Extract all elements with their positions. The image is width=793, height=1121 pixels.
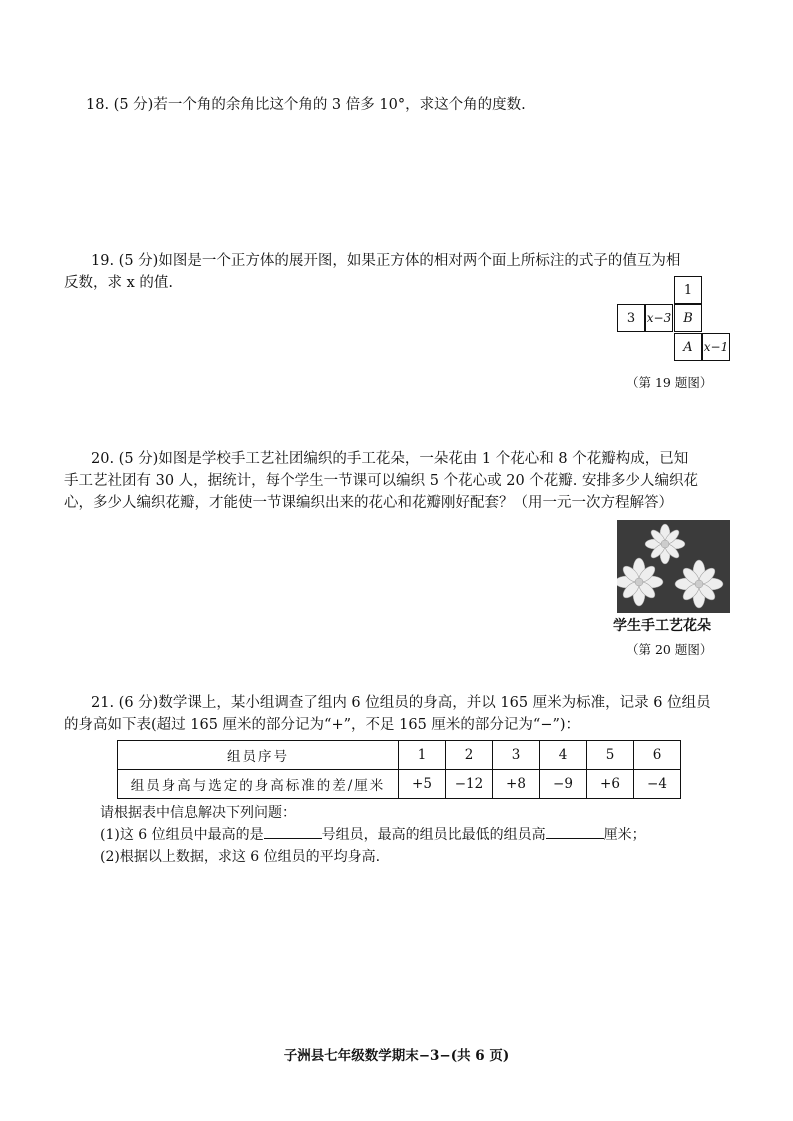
- photo-caption: 学生手工艺花朵: [613, 618, 711, 634]
- table-cell-diff: −4: [634, 770, 681, 799]
- part-1-text-a: (1)这 6 位组员中最高的是: [100, 827, 264, 843]
- table-cell-diff: +8: [493, 770, 540, 799]
- table-cell-diff: +6: [587, 770, 634, 799]
- instruction-text: 请根据表中信息解决下列问题：: [100, 805, 296, 821]
- net-face-center: B: [674, 304, 702, 332]
- question-19-line-2: 反数，求 x 的值.: [64, 275, 174, 291]
- net-face-bottom: A: [674, 333, 702, 361]
- table-header-ids: 组员序号: [118, 741, 399, 770]
- handmade-flower-photo: [617, 520, 730, 613]
- question-18-text: 18. (5 分)若一个角的余角比这个角的 3 倍多 10°，求这个角的度数.: [86, 97, 526, 113]
- net-face-mid-left: x−3: [645, 304, 673, 332]
- question-21-line-2: 的身高如下表(超过 165 厘米的部分记为“+”，不足 165 厘米的部分记为“−”)：: [64, 717, 581, 733]
- table-cell-id: 2: [446, 741, 493, 770]
- part-1-text-c: 厘米；: [603, 827, 646, 843]
- table-row: [118, 770, 681, 799]
- table-cell-id: 4: [540, 741, 587, 770]
- table-cell-id: 3: [493, 741, 540, 770]
- part-1: [100, 824, 750, 846]
- flower-photo-image: [617, 520, 730, 613]
- question-20-line-1: 20. (5 分)如图是学校手工艺社团编织的手工花朵，一朵花由 1 个花心和 8 个花瓣构成，已知: [91, 451, 689, 467]
- question-19: [64, 250, 739, 294]
- question-20: [64, 448, 739, 514]
- table-cell-diff: −9: [540, 770, 587, 799]
- height-table: [117, 740, 681, 799]
- answer-blank-2[interactable]: [546, 824, 604, 839]
- question-20-line-3: 心，多少人编织花瓣，才能使一节课编织出来的花心和花瓣刚好配套？（用一元一次方程解答）: [64, 495, 673, 511]
- table-cell-id: 1: [399, 741, 446, 770]
- question-20-line-2: 手工艺社团有 30 人，据统计，每个学生一节课可以编织 5 个花心或 20 个花瓣. 安排多少人编织花: [64, 473, 698, 489]
- table-cell-id: 6: [634, 741, 681, 770]
- table-cell-id: 5: [587, 741, 634, 770]
- part-2: (2)根据以上数据，求这 6 位组员的平均身高.: [100, 849, 381, 865]
- question-19-line-1: 19. (5 分)如图是一个正方体的展开图，如果正方体的相对两个面上所标注的式子的值互为相: [91, 253, 681, 269]
- figure-19-caption: （第 19 题图）: [626, 375, 713, 390]
- question-21-line-1: 21. (6 分)数学课上，某小组调查了组内 6 位组员的身高，并以 165 厘米为标准，记录 6 位组员: [91, 695, 711, 711]
- table-header-diffs: 组员身高与选定的身高标准的差/厘米: [118, 770, 399, 799]
- net-face-left: 3: [617, 304, 645, 332]
- question-18: [86, 94, 746, 116]
- table-row: [118, 741, 681, 770]
- net-face-bottom-right: x−1: [702, 333, 730, 361]
- question-21: [64, 692, 744, 736]
- table-cell-diff: −12: [446, 770, 493, 799]
- answer-blank-1[interactable]: [264, 824, 322, 839]
- net-face-top: 1: [674, 276, 702, 304]
- page-footer: 子洲县七年级数学期末−3−(共 6 页): [283, 1048, 510, 1064]
- figure-20-caption: （第 20 题图）: [626, 642, 713, 657]
- question-21-parts: [100, 802, 750, 868]
- table-cell-diff: +5: [399, 770, 446, 799]
- part-1-text-b: 号组员，最高的组员比最低的组员高: [321, 827, 546, 843]
